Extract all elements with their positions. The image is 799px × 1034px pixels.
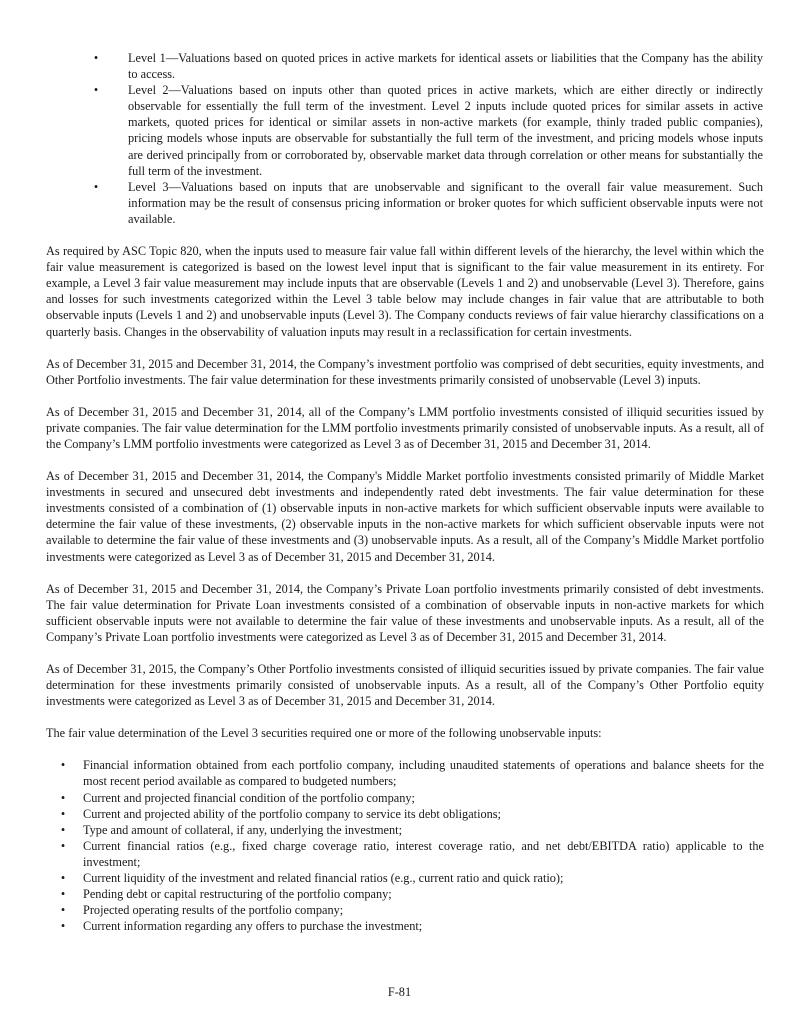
paragraph-unobservable-inputs-intro: The fair value determination of the Level 3 securities required one or more of the following unobservable inputs: bbox=[46, 726, 602, 741]
bullet-icon: • bbox=[60, 903, 66, 918]
list-item-text: Level 3—Valuations based on inputs that are unobservable and significant to the overall fair value measurement. Such information may be the result of consensus pricing information or broker quotes for which sufficient observable inputs were not available. bbox=[128, 179, 763, 226]
list-item-text: Current and projected financial condition of the portfolio company; bbox=[83, 790, 415, 805]
list-item bbox=[58, 886, 764, 902]
list-item bbox=[58, 790, 764, 806]
list-item-text: Current financial ratios (e.g., fixed charge coverage ratio, interest coverage ratio, and net debt/EBITDA ratio) applicable to the investment; bbox=[83, 838, 764, 869]
bullet-icon: • bbox=[93, 51, 99, 65]
paragraph-investment-portfolio: As of December 31, 2015 and December 31, 2014, the Company’s investment portfolio was comprised of debt securities, equity investments, and Other Portfolio investments. The fair value determination for these investments primarily consisted of unobservable (Level 3) inputs. bbox=[46, 356, 764, 387]
list-item-text: Pending debt or capital restructuring of the portfolio company; bbox=[83, 887, 392, 902]
paragraph-other-portfolio: As of December 31, 2015, the Company’s Other Portfolio investments consisted of illiquid securities issued by private companies. The fair value determination for these investments primarily consisted of unobservable inputs. As a result, all of the Company’s Other Portfolio equity investments were categorized as Level 3 as of December 31, 2015 and December 31, 2014. bbox=[46, 662, 764, 709]
list-item-text: Current and projected ability of the portfolio company to service its debt obligations; bbox=[83, 806, 501, 821]
list-item-text: Financial information obtained from each portfolio company, including unaudited statements of operations and balance sheets for the most recent period available as compared to budgeted numbers; bbox=[83, 758, 764, 789]
fair-value-levels-list bbox=[91, 50, 763, 227]
list-item-text: Type and amount of collateral, if any, underlying the investment; bbox=[83, 822, 402, 837]
list-item bbox=[58, 806, 764, 822]
paragraph-asc-topic-820: As required by ASC Topic 820, when the inputs used to measure fair value fall within different levels of the hierarchy, the level within which the fair value measurement is categorized is based on the lowest level input that is significant to the fair value measurement in its entirety. For example, a Level 3 fair value measurement may include inputs that are observable (Levels 1 and 2) and unobservable (Level 3). Therefore, gains and losses for such investments categorized within the Level 3 table below may include changes in fair value that are attributable to both observable inputs (Levels 1 and 2) and unobservable inputs (Level 3). The Company conducts reviews of fair value hierarchy classifications on a quarterly basis. Changes in the observability of valuation inputs may result in a reclassification for certain investments. bbox=[46, 244, 764, 339]
list-item-level-2 bbox=[91, 82, 763, 179]
list-item-text: Level 1—Valuations based on quoted prices in active markets for identical assets or liabilities that the Company has the ability to access. bbox=[128, 51, 763, 82]
paragraph-lmm-portfolio: As of December 31, 2015 and December 31, 2014, all of the Company’s LMM portfolio investments consisted of illiquid securities issued by private companies. The fair value determination for the LMM portfolio investments primarily consisted of unobservable inputs. As a result, all of the Company’s LMM portfolio investments were categorized as Level 3 as of December 31, 2015 and December 31, 2014. bbox=[46, 404, 764, 451]
bullet-icon: • bbox=[60, 806, 66, 821]
list-item bbox=[58, 870, 764, 886]
list-item bbox=[58, 838, 764, 870]
bullet-icon: • bbox=[60, 919, 66, 934]
list-item bbox=[58, 757, 764, 789]
paragraph-middle-market-portfolio: As of December 31, 2015 and December 31, 2014, the Company's Middle Market portfolio investments consisted primarily of Middle Market investments in secured and unsecured debt investments and independently rated debt investments. The fair value determination for these investments consisted of a combination of (1) observable inputs in non-active markets for which sufficient observable inputs were available to determine the fair value of these investments, (2) observable inputs in the non-active markets for which sufficient observable inputs were not available to determine the fair value of these investments and (3) unobservable inputs. As a result, all of the Company’s Middle Market portfolio investments were categorized as Level 3 as of December 31, 2015 and December 31, 2014. bbox=[46, 469, 764, 564]
bullet-icon: • bbox=[60, 887, 66, 902]
list-item-level-3 bbox=[91, 179, 763, 227]
bullet-icon: • bbox=[93, 179, 99, 194]
document-page bbox=[46, 50, 764, 934]
list-item-level-1 bbox=[91, 50, 763, 82]
bullet-icon: • bbox=[60, 871, 66, 886]
list-item-text: Projected operating results of the portfolio company; bbox=[83, 903, 344, 918]
paragraph-private-loan-portfolio: As of December 31, 2015 and December 31, 2014, the Company’s Private Loan portfolio investments primarily consisted of debt investments. The fair value determination for Private Loan investments consisted of a combination of observable inputs in non-active markets for which sufficient observable inputs were not available to determine the fair value of these investments and unobservable inputs. As a result, all of the Company’s Private Loan portfolio investments were categorized as Level 3 as of December 31, 2015 and December 31, 2014. bbox=[46, 581, 764, 644]
page-number: F-81 bbox=[387, 985, 412, 999]
list-item bbox=[58, 902, 764, 918]
list-item-text: Current information regarding any offers to purchase the investment; bbox=[83, 919, 423, 934]
bullet-icon: • bbox=[60, 838, 66, 853]
unobservable-inputs-list bbox=[58, 757, 764, 934]
bullet-icon: • bbox=[60, 758, 66, 773]
bullet-icon: • bbox=[60, 822, 66, 837]
list-item-text: Current liquidity of the investment and related financial ratios (e.g., current ratio and quick ratio); bbox=[83, 871, 564, 886]
bullet-icon: • bbox=[93, 83, 99, 98]
list-item-text: Level 2—Valuations based on inputs other than quoted prices in active markets, which are either directly or indirectly observable for essentially the full term of the investment. Level 2 inputs include quoted prices for similar assets in active markets, quoted prices for identical or similar assets in non-active markets (for example, thinly traded public companies), pricing models whose inputs are observable for substantially the full term of the investment, and pricing models whose inputs are derived principally from or corroborated by, observable market data through correlation or other means for substantially the full term of the investment. bbox=[128, 83, 763, 178]
bullet-icon: • bbox=[60, 790, 66, 805]
list-item bbox=[58, 822, 764, 838]
list-item bbox=[58, 918, 764, 934]
